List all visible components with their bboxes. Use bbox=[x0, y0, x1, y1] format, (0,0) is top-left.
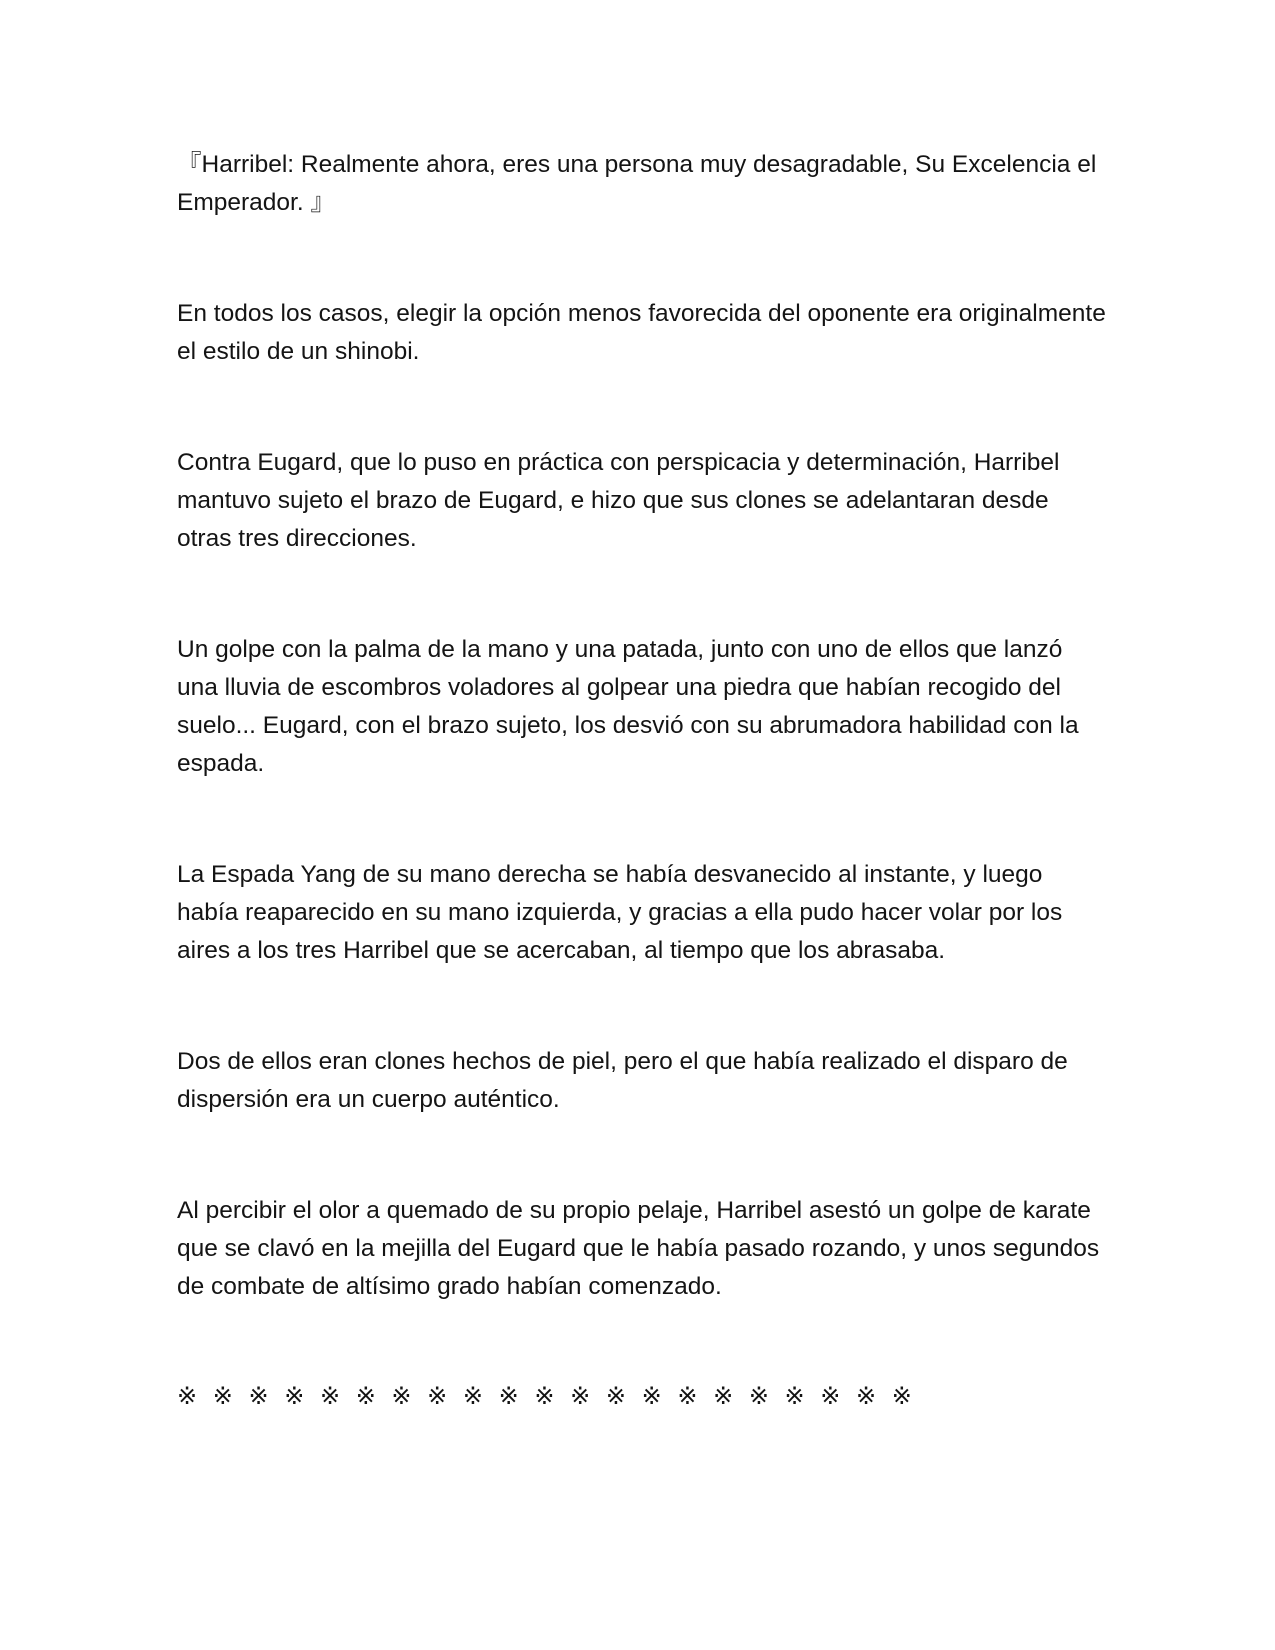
paragraph: La Espada Yang de su mano derecha se había desvanecido al instante, y luego había reaparecido en su mano izquierda, y gracias a ella pudo hacer volar por los aires a los tres Harribel que se acercaban, al tiempo que los abrasaba. bbox=[177, 861, 1063, 964]
paragraph: Contra Eugard, que lo puso en práctica con perspicacia y determinación, Harribel mantuvo sujeto el brazo de Eugard, e hizo que sus clones se adelantaran desde otras tres direcciones. bbox=[177, 449, 1060, 552]
paragraph: Dos de ellos eran clones hechos de piel, pero el que había realizado el disparo de dispersión era un cuerpo auténtico. bbox=[177, 1048, 1068, 1113]
paragraph: Un golpe con la palma de la mano y una patada, junto con uno de ellos que lanzó una lluvia de escombros voladores al golpear una piedra que habían recogido del suelo... Eugard, con el brazo sujeto, los desvió con su abrumadora habilidad con la espada. bbox=[177, 636, 1079, 777]
document-body bbox=[177, 146, 1107, 1415]
paragraph: En todos los casos, elegir la opción menos favorecida del oponente era originalmente el estilo de un shinobi. bbox=[177, 300, 1106, 365]
paragraph: Al percibir el olor a quemado de su propio pelaje, Harribel asestó un golpe de karate que se clavó en la mejilla del Eugard que le había pasado rozando, y unos segundos de combate de altísimo grado habían comenzado. bbox=[177, 1197, 1100, 1300]
scene-break-separator: ※ ※ ※ ※ ※ ※ ※ ※ ※ ※ ※ ※ ※ ※ ※ ※ ※ ※ ※ ※ ※ bbox=[177, 1382, 916, 1410]
paragraph-dialogue: 『Harribel: Realmente ahora, eres una persona muy desagradable, Su Excelencia el Emperador. 』 bbox=[177, 151, 1097, 216]
